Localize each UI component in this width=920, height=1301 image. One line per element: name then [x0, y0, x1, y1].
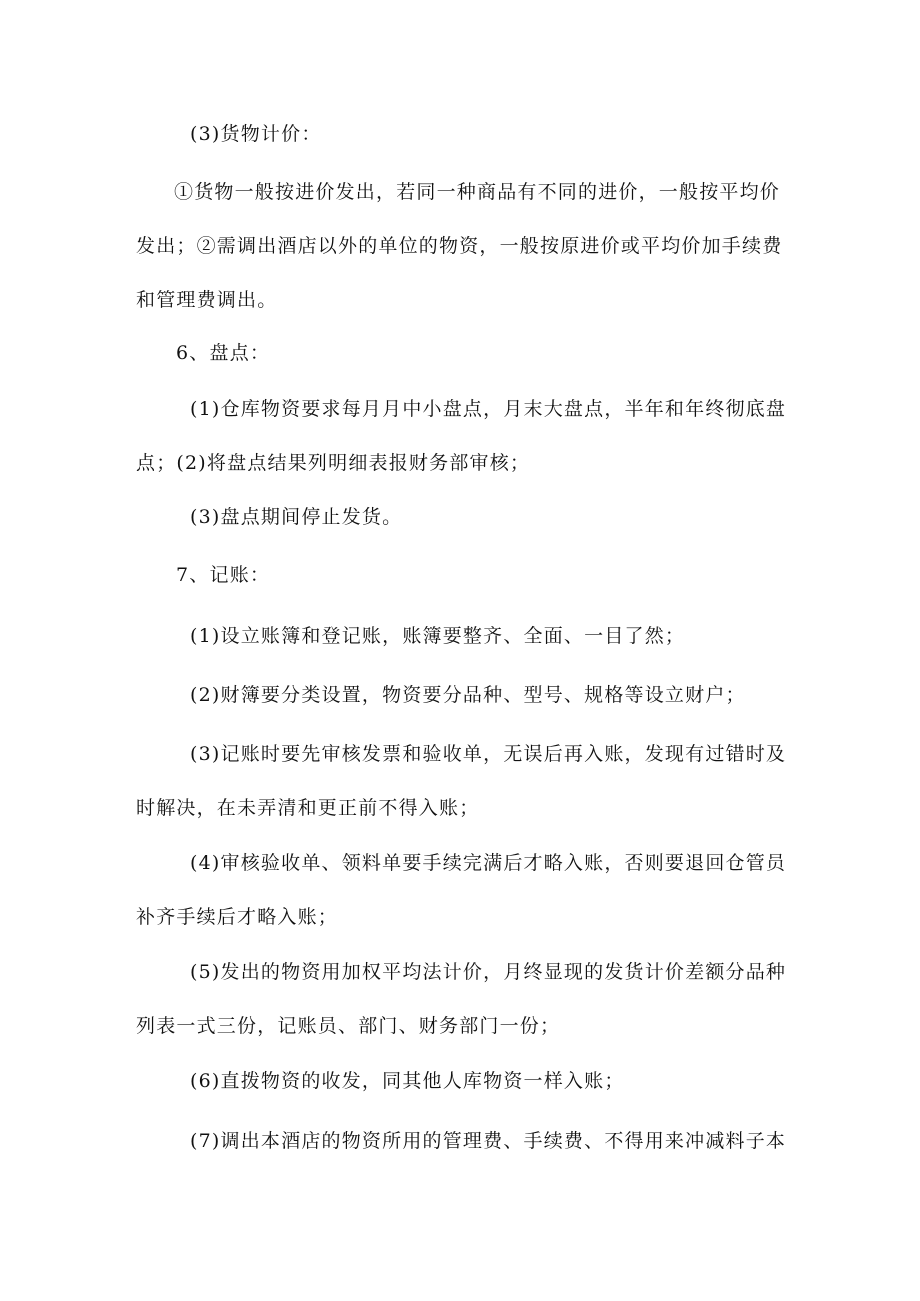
paragraph-bookkeeping-item-6: (6)直拨物资的收发，同其他人库物资一样入账； — [190, 1070, 625, 1092]
paragraph-inventory-rules: (1)仓库物资要求每月月中小盘点，月末大盘点，半年和年终彻底盘点；(2)将盘点结果列明细表报财务部审核； — [136, 398, 787, 474]
paragraph-bookkeeping-item-1: (1)设立账簿和登记账，账簿要整齐、全面、一目了然； — [190, 625, 686, 647]
paragraph-bookkeeping-item-5: (5)发出的物资用加权平均法计价，月终显现的发货计价差额分品种列表一式三份，记账员、部门、财务部门一份； — [136, 961, 787, 1037]
paragraph-bookkeeping-heading: 7、记账： — [176, 564, 271, 586]
paragraph-bookkeeping-item-2: (2)财簿要分类设置，物资要分品种、型号、规格等设立财户； — [190, 684, 746, 706]
paragraph-bookkeeping-item-3: (3)记账时要先审核发票和验收单，无误后再入账，发现有过错时及时解决，在未弄清和更正前不得入账； — [136, 743, 787, 819]
paragraph-inventory-stop-shipping: (3)盘点期间停止发货。 — [190, 506, 403, 528]
paragraph-goods-pricing-body: ①货物一般按进价发出，若同一种商品有不同的进价，一般按平均价发出；②需调出酒店以外的单位的物资，一般按原进价或平均价加手续费和管理费调出。 — [136, 181, 783, 311]
paragraph-inventory-heading: 6、盘点： — [176, 342, 271, 364]
paragraph-goods-pricing-heading: (3)货物计价： — [190, 123, 322, 145]
paragraph-bookkeeping-item-4: (4)审核验收单、领料单要手续完满后才略入账，否则要退回仓管员补齐手续后才略入账； — [136, 852, 787, 928]
paragraph-bookkeeping-item-7: (7)调出本酒店的物资所用的管理费、手续费、不得用来冲减料子本 — [190, 1130, 787, 1152]
